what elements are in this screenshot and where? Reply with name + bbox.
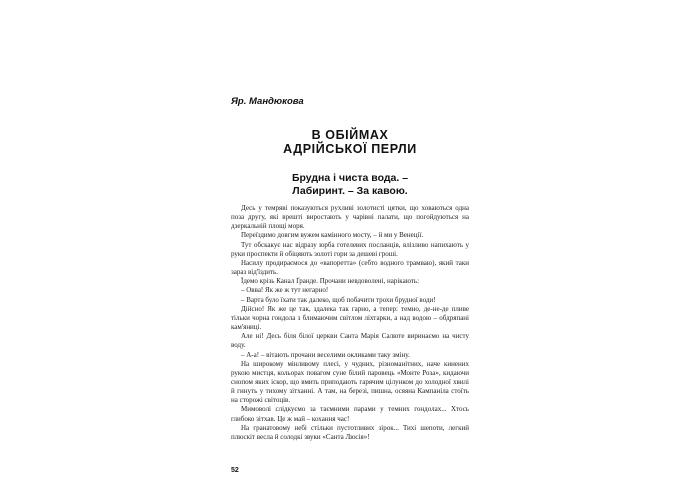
dialog-line: – А-а! – вітають прочани веселими окликами таку зміну. <box>241 350 410 359</box>
dialog-line: – Овва! Як же ж тут негарно! <box>241 286 329 295</box>
paragraph: Дійсно! Як же це так, здалека так гарно, а тепер: темно, де-не-де пливе тільки чорна гондола з блимаючим світлом ліхтарки, а над водою – обдряпані кам'яниці. <box>231 304 469 332</box>
paragraph: Десь у темряві показуються рухливі золотисті цятки, що ховаються одна поза другу, які врешті виростають у чарівні палати, що погойдуються на дзеркальній площі моря. <box>231 204 469 231</box>
paragraph: На гранатовому небі стільки пустотливих зірок... Тихі шепоти, легкий плюскіт весла й солодкі звуки «Санта Люсія»! <box>231 423 469 441</box>
chapter-subtitle <box>231 172 469 198</box>
chapter-title <box>231 128 469 156</box>
paragraph: Мимоволі слідкуємо за таємними парами у темних гондолах... Хтось глибоко зітхав. Це ж май – кохання час! <box>231 405 469 423</box>
paragraph: На широкому мінливому плесі, у чудних, різноманітних, наче кинених рукою мистця, кольорах повагом суне білий паровець «Монте Роза», кидаючи снопом яких іскор, що вмить приподають гарячим цілунком до холодної хвилі й гинуть у тихому зітханні. А там, на березі, пишна, осяяна Кампаніла стоїть на сторожі світоців. <box>231 359 469 405</box>
paragraph: Їдемо крізь Канал Ґранде. Прочани невдоволені, нарікають: <box>241 277 420 286</box>
page-number: 52 <box>231 467 239 474</box>
chapter-subtitle-line: Брудна і чиста вода. – <box>291 172 409 184</box>
paragraph: Переїздимо довгим вужем камінного мосту, – й ми у Венеції. <box>241 231 424 240</box>
chapter-title-line: В ОБІЙМАХ <box>311 128 389 142</box>
chapter-title-line: АДРІЙСЬКОЇ ПЕРЛИ <box>283 142 417 156</box>
body-text <box>231 204 469 442</box>
paragraph: Але ні! Десь біля білої церкви Санта Марія Салюте виринаємо на чисту воду. <box>231 332 469 350</box>
author-name: Яр. Мандюкова <box>231 96 304 107</box>
paragraph: Тут обскакує нас відразу юрба готелевих посланців, влізливо напихають у руки проспекти й обіцяють золоті гори за дешеві гроші. <box>231 240 469 258</box>
paragraph: Насилу продираємося до «вапоретта» (себто водного трамваю), який таки зараз від'їздить. <box>231 258 469 277</box>
chapter-subtitle-line: Лабиринт. – За кавою. <box>292 185 408 197</box>
dialog-line: – Варта було їхати так далеко, щоб побачити трохи брудної води! <box>241 295 436 304</box>
